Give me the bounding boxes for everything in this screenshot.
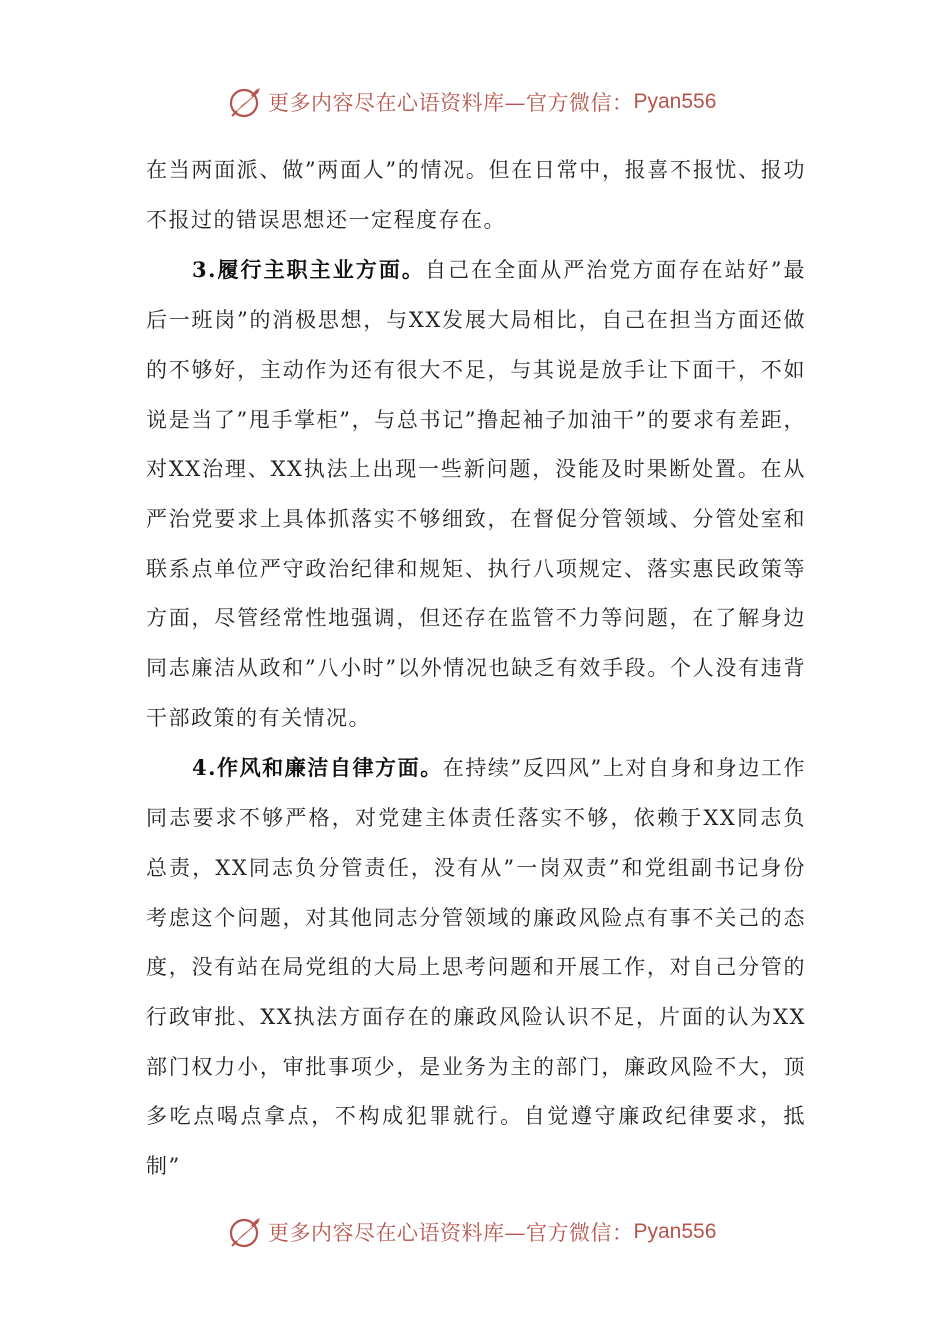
paragraph-continuation: [146, 146, 806, 245]
paragraph-section-4: [146, 743, 806, 1191]
header-wechat-id: Pyan556: [633, 90, 717, 113]
paragraph-body: 自己在全面从严治党方面存在站好”最后一班岗”的消极思想，与XX发展大局相比，自己在担当方面还做的不够好，主动作为还有很大不足，与其说是放手让下面干，不如说是当了”甩手掌柜”，与总书记”撸起袖子加油干”的要求有差距，对XX治理、XX执法上出现一些新问题，没能及时果断处置。在从严治党要求上具体抓落实不够细致，在督促分管领域、分管处室和联系点单位严守政治纪律和规矩、执行八项规定、落实惠民政策等方面，尽管经常性地强调，但还存在监管不力等问题，在了解身边同志廉洁从政和”八小时”以外情况也缺乏有效手段。个人没有违背干部政策的有关情况。: [146, 258, 806, 730]
section-heading: 4.作风和廉洁自律方面。: [192, 755, 443, 781]
footer-banner: [228, 1210, 748, 1254]
header-banner: [228, 80, 748, 124]
quill-logo-icon: [228, 84, 264, 120]
document-body: [146, 146, 806, 1192]
footer-wechat-id: Pyan556: [633, 1220, 717, 1243]
footer-text: 更多内容尽在心语资料库—官方微信：: [268, 1221, 634, 1245]
paragraph-section-3: [146, 245, 806, 743]
paragraph-body: 在当两面派、做”两面人”的情况。但在日常中，报喜不报忧、报功不报过的错误思想还一定程度存在。: [146, 158, 806, 232]
section-heading: 3.履行主职主业方面。: [192, 257, 425, 283]
paragraph-body: 在持续”反四风”上对自身和身边工作同志要求不够严格，对党建主体责任落实不够，依赖于XX同志负总责，XX同志负分管责任，没有从”一岗双责”和党组副书记身份考虑这个问题，对其他同志分管领域的廉政风险点有事不关己的态度，没有站在局党组的大局上思考问题和开展工作，对自己分管的行政审批、XX执法方面存在的廉政风险认识不足，片面的认为XX部门权力小，审批事项少，是业务为主的部门，廉政风险不大，顶多吃点喝点拿点，不构成犯罪就行。自觉遵守廉政纪律要求，抵制”: [146, 756, 806, 1179]
header-text: 更多内容尽在心语资料库—官方微信：: [268, 91, 634, 115]
quill-logo-icon: [228, 1214, 264, 1250]
